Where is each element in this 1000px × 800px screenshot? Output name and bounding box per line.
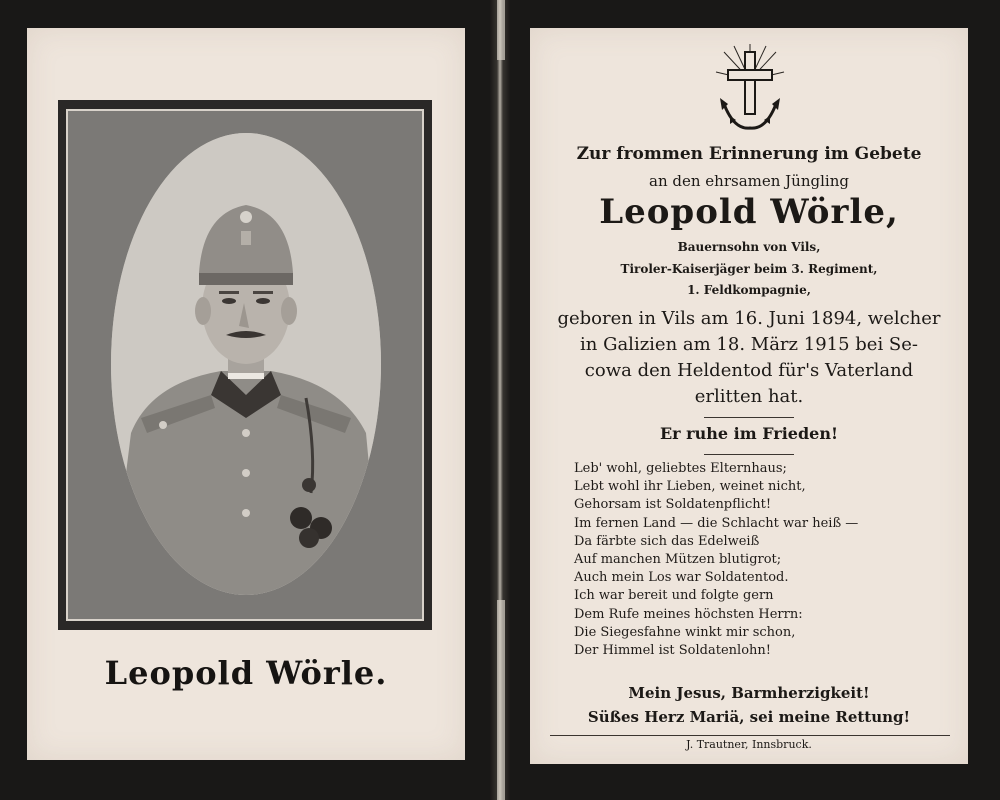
body-line: erlitten hat. — [694, 386, 804, 407]
fold-tear — [497, 0, 505, 60]
body-line: geboren in Vils am 16. Juni 1894, welcher — [557, 308, 941, 329]
origin-line: Bauernsohn von Vils, — [677, 240, 821, 254]
body-line: cowa den Heldentod für's Vaterland — [584, 360, 914, 381]
soldier-portrait — [111, 133, 381, 595]
poem-line: Dem Rufe meines höchsten Herrn: — [574, 606, 803, 622]
photo-mat — [66, 109, 424, 621]
closing-prayer: Süßes Herz Mariä, sei meine Rettung! — [587, 708, 911, 726]
bottom-rule — [550, 735, 950, 736]
company-line: 1. Feldkompagnie, — [687, 283, 811, 297]
memorial-subheading: an den ehrsamen Jüngling — [649, 172, 849, 190]
poem-line: Ich war bereit und folgte gern — [574, 588, 774, 604]
poem-line: Da färbte sich das Edelweiß — [574, 533, 760, 549]
divider — [704, 417, 794, 418]
fold-tear — [497, 600, 505, 800]
portrait-oval — [111, 133, 381, 595]
poem — [574, 460, 934, 660]
poem-line: Leb' wohl, geliebtes Elternhaus; — [574, 461, 787, 476]
poem-line: Der Himmel ist Soldatenlohn! — [574, 643, 771, 659]
poem-line: Die Siegesfahne winkt mir schon, — [574, 624, 796, 640]
poem-line: Gehorsam ist Soldatenpflicht! — [574, 497, 772, 513]
photo-frame — [58, 100, 432, 630]
poem-line: Auf manchen Mützen blutigrot; — [574, 552, 782, 568]
poem-line: Auch mein Los war Soldatentod. — [574, 570, 789, 586]
divider — [704, 454, 794, 455]
regiment-line: Tiroler-Kaiserjäger beim 3. Regiment, — [620, 262, 878, 276]
left-card-name: Leopold Wörle. — [104, 654, 388, 692]
rest-in-peace: Er ruhe im Frieden! — [659, 424, 838, 443]
cross-icon — [714, 42, 786, 134]
body-line: in Galizien am 18. März 1915 bei Se- — [580, 334, 918, 355]
right-card — [530, 28, 968, 764]
memorial-heading: Zur frommen Erinnerung im Gebete — [576, 144, 922, 164]
deceased-name: Leopold Wörle, — [599, 192, 899, 232]
closing-prayer: Mein Jesus, Barmherzigkeit! — [628, 684, 870, 702]
printer-credit: J. Trautner, Innsbruck. — [686, 738, 812, 751]
poem-line: Lebt wohl ihr Lieben, weinet nicht, — [574, 479, 806, 495]
left-card — [27, 28, 465, 760]
poem-line: Im fernen Land — die Schlacht war heiß — — [574, 515, 859, 531]
